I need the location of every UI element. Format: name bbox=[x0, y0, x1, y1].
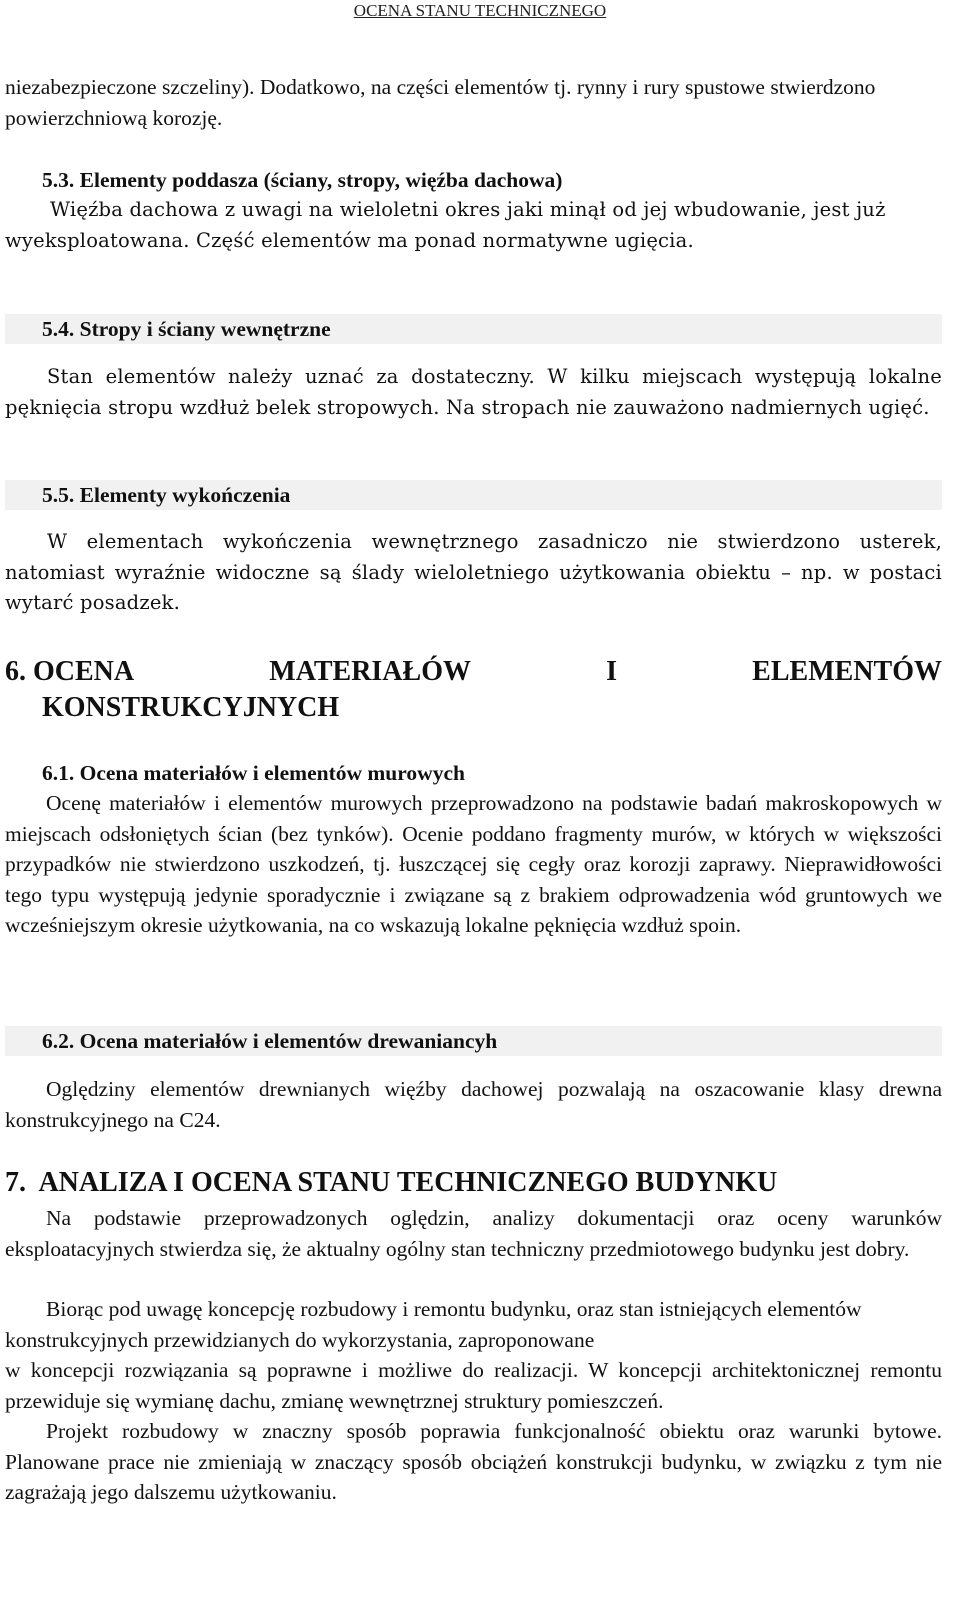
section-7 bbox=[5, 1165, 942, 1508]
section-7-paragraph-2b: w koncepcji rozwiązania są poprawne i możliwe do realizacji. W koncepcji architektonicznej remontu przewiduje się wymianę dachu, zmianę wewnętrznej struktury pomieszczeń. bbox=[5, 1358, 942, 1413]
page-header: OCENA STANU TECHNICZNEGO bbox=[353, 1, 607, 20]
section-7-paragraph-1: Na podstawie przeprowadzonych oględzin, analizy dokumentacji oraz oceny warunków eksploatacyjnych stwierdza się, że aktualny ogólny stan techniczny przedmiotowego budynku jest dobry. bbox=[5, 1206, 942, 1261]
section-6-1 bbox=[5, 758, 942, 941]
section-6-1-heading: 6.1. Ocena materiałów i elementów murowych bbox=[42, 761, 465, 785]
section-6-2-paragraph: Oględziny elementów drewnianych więźby dachowej pozwalają na oszacowanie klasy drewna konstrukcyjnego na C24. bbox=[5, 1077, 942, 1132]
section-6-heading-line1 bbox=[5, 654, 942, 690]
section-6-heading-line2: KONSTRUKCYJNYCH bbox=[42, 692, 340, 723]
section-5-5-heading: 5.5. Elementy wykończenia bbox=[5, 480, 942, 510]
intro-section bbox=[5, 72, 942, 133]
section-6-2 bbox=[5, 1026, 942, 1135]
section-6-2-heading: 6.2. Ocena materiałów i elementów drewaniancyh bbox=[5, 1026, 942, 1056]
section-7-heading: 7. ANALIZA I OCENA STANU TECHNICZNEGO BUDYNKU bbox=[5, 1167, 778, 1198]
section-5-5 bbox=[5, 480, 942, 619]
section-6 bbox=[5, 654, 942, 726]
section-6-heading-word: 6. OCENA bbox=[5, 656, 135, 687]
section-5-3-paragraph: Więźba dachowa z uwagi na wieloletni okres jaki minął od jej wbudowanie, jest już wyeksploatowana. Część elementów ma ponad normatywne ugięcia. bbox=[5, 198, 886, 252]
section-6-heading-word: I bbox=[606, 656, 618, 687]
section-6-heading-word: MATERIAŁÓW bbox=[269, 656, 471, 687]
section-7-paragraph-2a: Biorąc pod uwagę koncepcję rozbudowy i remontu budynku, oraz stan istniejących elementów konstrukcyjnych przewidzianych do wykorzystania, zaproponowane bbox=[5, 1297, 862, 1352]
section-5-3 bbox=[5, 165, 942, 256]
section-5-3-heading: 5.3. Elementy poddasza (ściany, stropy, więźba dachowa) bbox=[42, 168, 563, 192]
section-5-4-heading: 5.4. Stropy i ściany wewnętrzne bbox=[5, 314, 942, 344]
section-6-heading-word: ELEMENTÓW bbox=[752, 656, 942, 687]
section-6-1-paragraph: Ocenę materiałów i elementów murowych przeprowadzono na podstawie badań makroskopowych w miejscach odsłoniętych ścian (bez tynków). Ocenie poddano fragmenty murów, w których w większości przypadków nie stwierdzono uszkodzeń, tj. łuszczącej się cegły oraz korozji zaprawy. Nieprawidłowości tego typu występują jedynie sporadycznie i związane są z brakiem odprowadzenia wód gruntowych we wcześniejszym okresie użytkowania, na co wskazują lokalne pęknięcia wzdłuż spoin. bbox=[5, 791, 942, 937]
section-5-5-paragraph: W elementach wykończenia wewnętrznego zasadniczo nie stwierdzono usterek, natomiast wyraźnie widoczne są ślady wieloletniego użytkowania obiektu – np. w postaci wytarć posadzek. bbox=[5, 530, 942, 614]
intro-paragraph: niezabezpieczone szczeliny). Dodatkowo, na części elementów tj. rynny i rury spustowe stwierdzono powierzchniową korozję. bbox=[5, 75, 876, 130]
section-5-4 bbox=[5, 314, 942, 423]
section-7-paragraph-3: Projekt rozbudowy w znaczny sposób poprawia funkcjonalność obiektu oraz warunki bytowe. Planowane prace nie zmieniają w znaczący sposób obciążeń konstrukcji budynku, w związku z tym nie zagrażają jego dalszemu użytkowaniu. bbox=[5, 1419, 942, 1504]
section-5-4-paragraph: Stan elementów należy uznać za dostateczny. W kilku miejscach występują lokalne pęknięcia stropu wzdłuż belek stropowych. Na stropach nie zauważono nadmiernych ugięć. bbox=[5, 365, 942, 419]
